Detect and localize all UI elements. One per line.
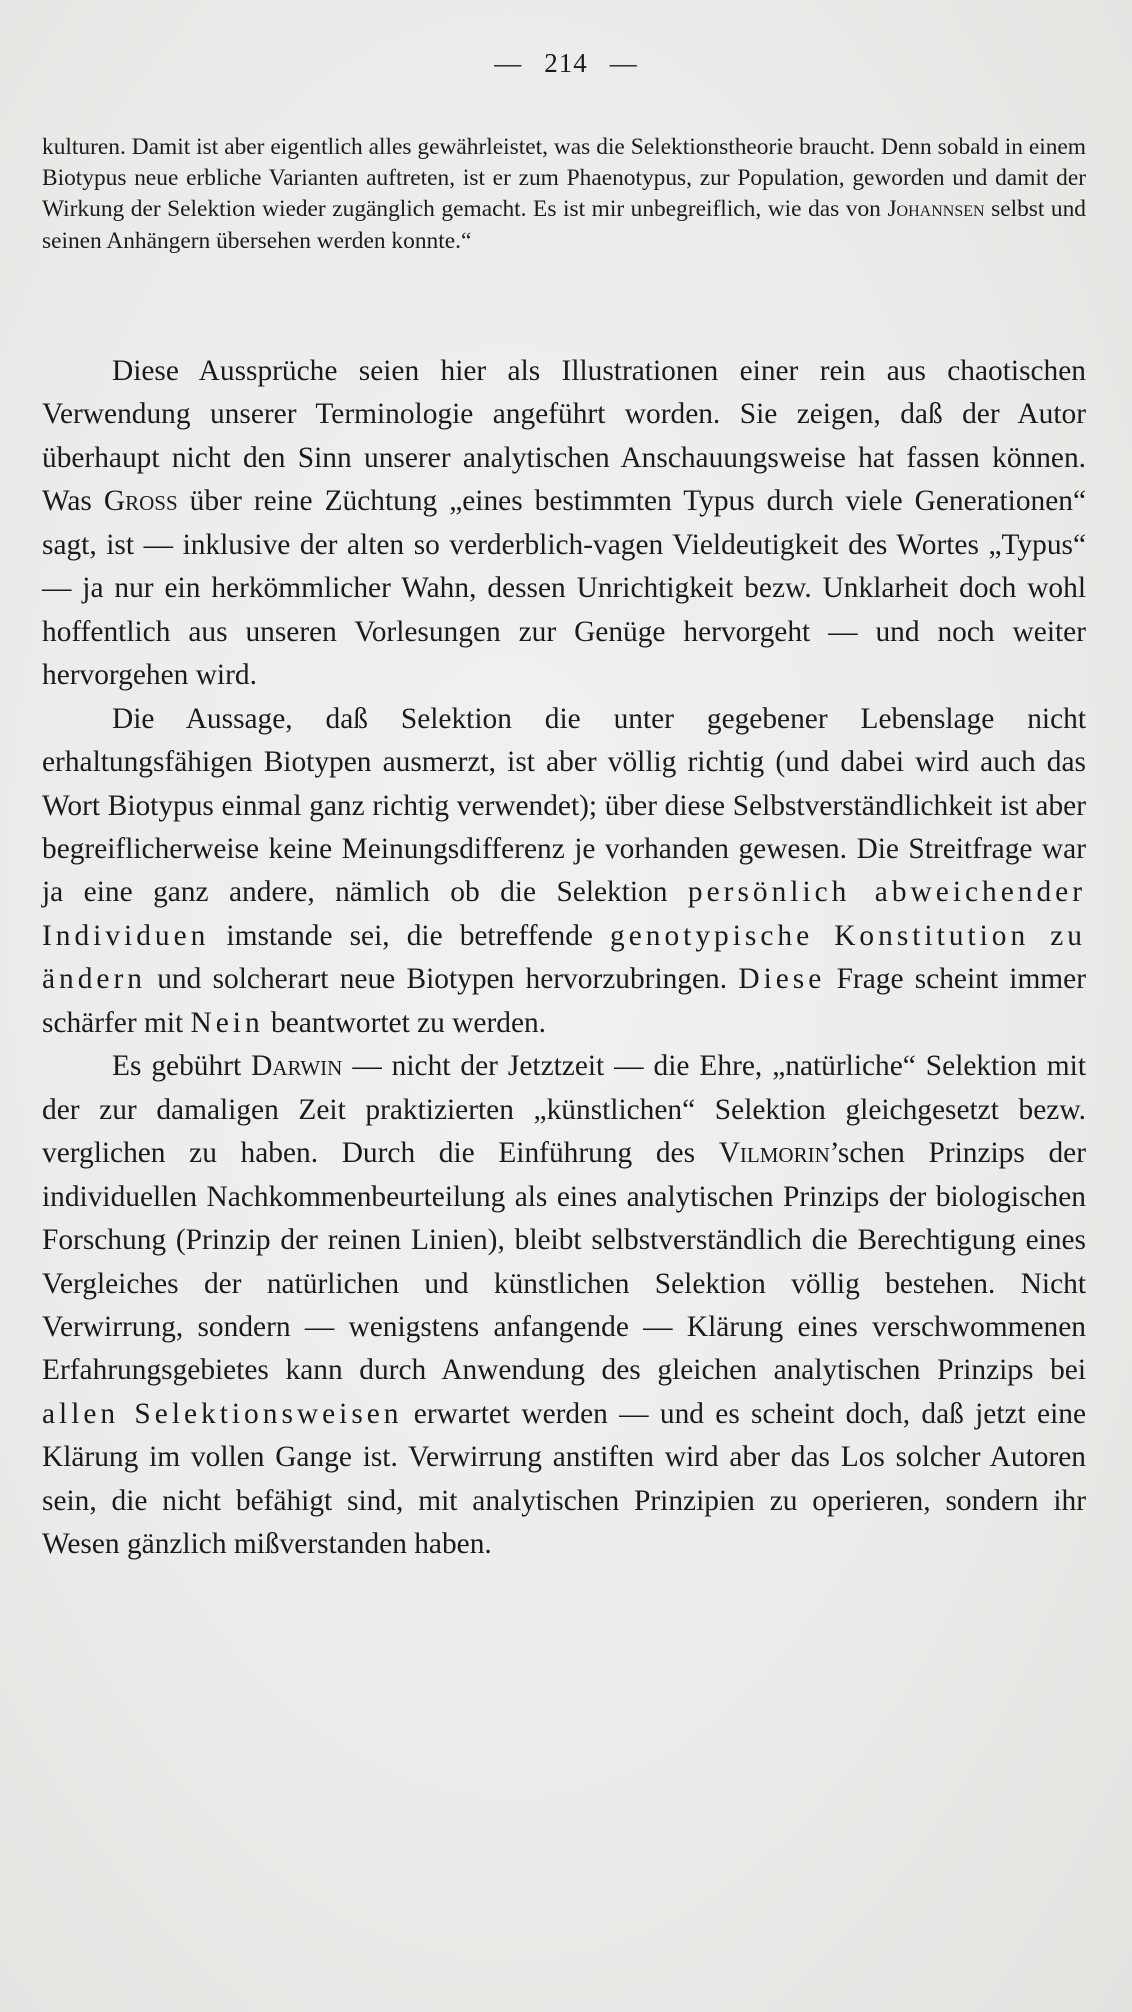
author-name-darwin: Darwin [251, 1050, 343, 1083]
spaced-phrase-2: genotypische Konstitution zu ändern [42, 919, 1086, 996]
spaced-phrase-4: Nein [190, 1006, 264, 1039]
quote-continuation [42, 132, 1086, 257]
paragraph-1-text-1: Diese Aussprüche seien hier als Illustrationen einer rein aus chaotischen Verwendung unserer Terminologie angeführt worden. Sie zeigen, daß der Autor überhaupt nicht den Sinn unserer analytischen Anschauungsweise hat fassen können. Was [42, 355, 1086, 518]
paragraph-3-text-3: ’schen Prinzips der individuellen Nachkommenbeurteilung als eines analytischen Prinzips der biologischen Forschung (Prinzip der reinen Linien), bleibt selbstverständlich die Berechtigung eines Vergleiches der natürlichen und künstlichen Selektion völlig bestehen. Nicht Verwirrung, sondern — wenigstens anfangende — Klärung eines verschwommenen Erfahrungsgebietes kann durch Anwendung des gleichen analytischen Prinzips bei [42, 1137, 1086, 1387]
paragraph-2-text-2: imstande sei, die betreffende [209, 919, 611, 952]
paragraph-2-text-1: Die Aussage, daß Selektion die unter gegebener Lebenslage nicht erhaltungsfähigen Biotypen ausmerzt, ist aber völlig richtig (und dabei wird auch das Wort Biotypus einmal ganz richtig verwendet); über diese Selbstverständlichkeit ist aber begreiflicherweise keine Meinungsdifferenz je vorhanden gewesen. Die Streitfrage war ja eine ganz andere, nämlich ob die Selektion [42, 702, 1086, 909]
paragraph-2-text-5: beantwortet zu werden. [263, 1006, 547, 1039]
paragraph-2-text-3: und solcherart neue Biotypen hervorzubringen. [145, 963, 739, 996]
spaced-phrase-1: persönlich abweichender Individuen [42, 876, 1086, 952]
quote-text-2: selbst und seinen Anhängern übersehen werden konnte.“ [42, 196, 1087, 254]
paragraph-1 [42, 350, 1086, 698]
paragraph-3 [42, 1045, 1086, 1566]
dash-right: — [609, 48, 638, 78]
paragraph-2 [42, 698, 1086, 1046]
page-number: 214 [544, 48, 588, 78]
author-name-vilmorin: Vilmorin [718, 1137, 830, 1170]
body-text [42, 350, 1086, 1567]
author-name-gross: Gross [103, 485, 178, 518]
paragraph-3-text-4: erwartet werden — und es scheint doch, daß jetzt eine Klärung im vollen Gange ist. Verwirrung anstiften wird aber das Los solcher Autoren sein, die nicht befähigt sind, mit analytischen Prinzipien zu operieren, sondern ihr Wesen gänzlich mißverstanden haben. [42, 1397, 1086, 1561]
quote-text-1: kulturen. Damit ist aber eigentlich alles gewährleistet, was die Selektionstheorie braucht. Denn sobald in einem Biotypus neue erbliche Varianten auftreten, ist er zum Phaenotypus, zur Population, geworden und damit der Wirkung der Selektion wieder zugänglich gemacht. Es ist mir unbegreiflich, wie das von [42, 134, 1086, 223]
author-name-johannsen: Johannsen [887, 196, 985, 223]
page-number-header [0, 48, 1132, 79]
spaced-phrase-5: allen Selektionsweisen [42, 1397, 403, 1430]
dash-left: — [494, 48, 523, 78]
paragraph-3-text-2: — nicht der Jetztzeit — die Ehre, „natürliche“ Selektion mit der zur damaligen Zeit praktizierten „künstlichen“ Selektion gleichgesetzt bezw. verglichen zu haben. Durch die Einführung des [42, 1050, 1086, 1170]
paragraph-1-text-2: über reine Züchtung „eines bestimmten Typus durch viele Generationen“ sagt, ist — inklusive der alten so verderblich-vagen Vieldeutigkeit des Wortes „Typus“ — ja nur ein herkömmlicher Wahn, dessen Unrichtigkeit bezw. Unklarheit doch wohl hoffentlich aus unseren Vorlesungen zur Genüge hervorgeht — und noch weiter hervorgehen wird. [42, 485, 1087, 692]
spaced-phrase-3: Diese [738, 963, 826, 996]
paragraph-3-text-1: Es gebührt [112, 1050, 252, 1083]
paragraph-2-text-4: Frage scheint immer schärfer mit [42, 963, 1086, 1039]
